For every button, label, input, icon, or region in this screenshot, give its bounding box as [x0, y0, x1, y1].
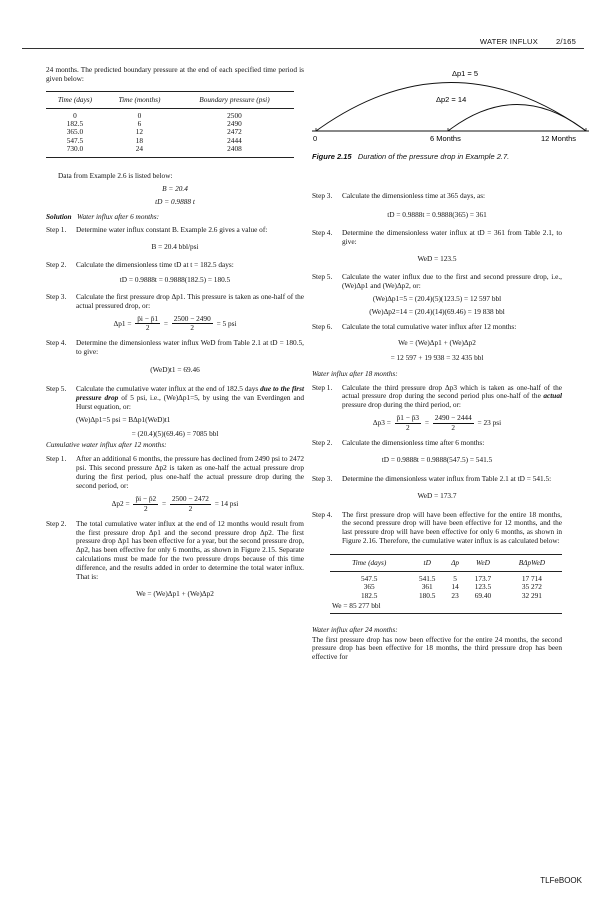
- denominator: 2: [451, 423, 456, 433]
- table-cell: 365: [363, 582, 375, 592]
- step-text: The total cumulative water influx at the end of 12 months would result from the first pressure drop Δp1 and the second pressure drop Δp2. The first pressure drop Δp1 has been effective for a year, but the second pressure drop, Δp2, has been effective for only 6 months, as shown in Figure 2.15. Separate calculations must be made for the two pressure drops because of this time difference, and the results added in order to determine the total water influx. That is:: [76, 518, 304, 582]
- step-text: The first pressure drop will have been effective for the entire 18 months, the second pressure drop will have been effective for 12 months, and the last pressure drop will have been effective for only 6 months, as shown in Figure 2.16. Therefore, the cumulative water influx is as calculated below:: [342, 509, 562, 546]
- step-text: Determine the dimensionless water influx from Table 2.1 at tD = 541.5:: [342, 473, 552, 483]
- step-label: Step 3.: [312, 473, 333, 483]
- equation-td: tD = 0.9888 t: [155, 197, 195, 207]
- table-cell: 2472: [227, 127, 242, 137]
- fraction-equation: Δp3 = $\frac{p̄1 - p̄3}{2}$ = $\frac{2490 - 2444}{2}$ = 23 psi: [372, 413, 502, 433]
- text-run: Calculate the cumulative water influx at the end of 182.5 days: [76, 383, 259, 393]
- table-row: [46, 120, 294, 128]
- figure-caption: [312, 152, 509, 161]
- table-cell: 14: [451, 582, 459, 592]
- fraction-equation: Δp1 = $\frac{p̄i - p̄1}{2}$ = $\frac{2500 - 2490}{2}$ = 5 psi: [113, 313, 237, 333]
- numerator: 2500 − 2472: [171, 493, 209, 503]
- numerator: p̄i − p̄2: [135, 493, 157, 503]
- table-cell: 2444: [227, 135, 242, 145]
- paragraph-24-months: The first pressure drop has now been effective for the entire 24 months, the second pressure drop has been effective for 18 months, the third pressure drop has been effective for: [312, 634, 562, 662]
- tick-label: 12 Months: [541, 134, 577, 143]
- equation: We = (We)Δp1 + (We)Δp2: [136, 588, 214, 598]
- header-section: WATER INFLUX: [479, 37, 538, 46]
- step-text: Determine the dimensionless water influx WeD from Table 2.1 at tD = 180.5, to give:: [76, 338, 304, 357]
- equation: WeD = 123.5: [417, 253, 457, 263]
- fraction: [395, 414, 421, 433]
- table2-header: WeD: [464, 555, 502, 572]
- step-r4: [312, 229, 562, 247]
- eq-lhs: Δp2 =: [111, 498, 130, 508]
- step-label: Step 6.: [312, 322, 333, 332]
- step-label: Step 5.: [46, 383, 67, 393]
- step-a4: [312, 511, 562, 547]
- step-a1: [312, 384, 562, 411]
- table-cell: 69.40: [474, 590, 492, 600]
- table2-header: BΔpWeD: [502, 555, 562, 572]
- step-label: Step 2.: [312, 438, 333, 448]
- step-r6: [312, 323, 562, 332]
- solution-heading: Water influx after 6 months:: [77, 212, 160, 222]
- step-label: Step 4.: [46, 338, 67, 348]
- fraction: [433, 414, 474, 433]
- table-cell: 24: [104, 145, 175, 157]
- table-cell: 17 714: [521, 574, 542, 584]
- eq-lhs: Δp3 =: [372, 418, 391, 428]
- denominator: 2: [188, 503, 193, 513]
- step-label: Step 3.: [46, 291, 67, 301]
- step-text: Calculate the dimensionless time after 6 months:: [342, 438, 485, 448]
- table-row: [46, 137, 294, 145]
- table-cell: 173.7: [474, 574, 492, 584]
- table1-header: Boundary pressure (psi): [175, 91, 294, 108]
- step-label: Step 4.: [312, 227, 333, 237]
- table-cell: 5: [453, 574, 457, 584]
- step-1: [46, 226, 304, 235]
- table-cell: 2490: [227, 119, 242, 129]
- heading-18-months: Water influx after 18 months:: [312, 368, 398, 378]
- step-label: Step 1.: [46, 454, 67, 464]
- step-label: Step 2.: [46, 518, 67, 528]
- table-row: [46, 145, 294, 157]
- equation: (We)Δp1=5 psi = BΔp1(WeD)t1: [76, 414, 171, 424]
- table-cell: 730.0: [46, 145, 104, 157]
- step-text: Calculate the dimensionless time at 365 days, as:: [342, 191, 486, 200]
- step-label: Step 5.: [312, 272, 333, 282]
- data-line: Data from Example 2.6 is listed below:: [58, 170, 173, 180]
- equation: = 12 597 + 19 938 = 32 435 bbl: [390, 352, 484, 362]
- table-cell: 123.5: [474, 582, 492, 592]
- eq-result: = 14 psi: [214, 498, 239, 508]
- solution-line: [46, 213, 304, 222]
- step-12-2: [46, 520, 304, 582]
- table-cell: 547.5: [361, 574, 378, 584]
- step-label: Step 3.: [312, 191, 333, 200]
- table-cell: 361: [421, 582, 433, 592]
- table-cell: 35 272: [521, 582, 542, 592]
- emphasis: due to the first pressure drop: [76, 383, 304, 402]
- step-4: [46, 339, 304, 357]
- running-header: [462, 37, 576, 46]
- header-rule: [22, 48, 584, 49]
- caption-number: Figure 2.15: [312, 152, 352, 161]
- equation: (WeD)t1 = 69.46: [150, 365, 200, 375]
- table-cell: 2500: [227, 110, 242, 120]
- denominator: 2: [143, 503, 148, 513]
- equation: We = (We)Δp1 + (We)Δp2: [398, 337, 476, 347]
- equation: (We)Δp1=5 = (20.4)(5)(123.5) = 12 597 bbl: [372, 294, 502, 304]
- step-text: [76, 385, 304, 412]
- text-run: Calculate the third pressure drop Δp3 which is taken as one-half of the actual pressure drop during the second period plus one-half of the: [342, 382, 562, 401]
- step-r5: [312, 273, 562, 291]
- dp2-label: Δp2 = 14: [436, 95, 467, 104]
- step-label: Step 2.: [46, 259, 67, 269]
- table1-header: Time (days): [46, 91, 104, 108]
- table-row: [46, 128, 294, 136]
- numerator: 2490 − 2444: [434, 413, 472, 423]
- table-cell: 23: [451, 590, 459, 600]
- step-text: [342, 384, 562, 411]
- step-label: Step 1.: [46, 225, 67, 235]
- equation-b: B = 20.4: [162, 183, 188, 193]
- table-cell: 32 291: [521, 590, 542, 600]
- table2-header: tD: [408, 555, 446, 572]
- cumulative-influx-table: [330, 554, 562, 613]
- table-row: [46, 108, 294, 120]
- step-r3: [312, 192, 562, 201]
- denominator: 2: [145, 323, 150, 333]
- fraction: [172, 315, 213, 334]
- step-2: [46, 261, 304, 270]
- equation: = (20.4)(5)(69.46) = 7085 bbl: [131, 428, 219, 438]
- cumulative-heading: Cumulative water influx after 12 months:: [46, 440, 167, 450]
- table2-header: Time (days): [330, 555, 408, 572]
- tick-label: 6 Months: [430, 134, 461, 143]
- step-a2: [312, 439, 562, 448]
- tick-label: 0: [313, 134, 318, 143]
- right-column: [312, 192, 562, 662]
- table-cell: 547.5: [66, 135, 84, 145]
- left-column: [46, 66, 304, 599]
- dp2-arc: [448, 105, 586, 132]
- heading-24-months: Water influx after 24 months:: [312, 624, 398, 634]
- step-text: Calculate the total cumulative water influx after 12 months:: [342, 322, 517, 332]
- table-cell: 541.5: [419, 574, 436, 584]
- denominator: 2: [405, 423, 410, 433]
- denominator: 2: [190, 323, 195, 333]
- step-3: [46, 293, 304, 311]
- step-text: Calculate the first pressure drop Δp1. This pressure is taken as one-half of the actual pressured drop, or:: [76, 291, 304, 310]
- table-cell: 180.5: [419, 590, 436, 600]
- step-label: Step 1.: [312, 382, 333, 392]
- table-cell: 182.5: [361, 590, 378, 600]
- text-run: of 5 psi, i.e., (We)Δp1=5, by using the van Everdingen and Hurst equation, or:: [76, 392, 304, 411]
- step-text: Calculate the water influx due to the first and second pressure drop, i.e., (We)Δp1 and (We)Δp2, or:: [342, 272, 562, 291]
- equation: tD = 0.9888t = 0.9888(547.5) = 541.5: [381, 454, 493, 464]
- step-5: [46, 385, 304, 412]
- table-cell: 182.5: [66, 119, 84, 129]
- fraction: [170, 495, 211, 514]
- table-cell: 0: [137, 110, 142, 120]
- table1-header: Time (months): [104, 91, 175, 108]
- table-cell: 12: [135, 127, 144, 137]
- dp1-label: Δp1 = 5: [452, 69, 479, 78]
- boundary-pressure-table: [46, 91, 294, 158]
- fraction-equation: Δp2 = $\frac{p̄i - p̄2}{2}$ = $\frac{2500 - 2472}{2}$ = 14 psi: [111, 493, 239, 513]
- step-text: Calculate the dimensionless time tD at t = 182.5 days:: [76, 259, 234, 269]
- solution-label: Solution: [46, 212, 72, 222]
- table2-header: Δp: [446, 555, 464, 572]
- table-row: [330, 592, 562, 600]
- table-total-row: [330, 600, 562, 613]
- intro-paragraph: 24 months. The predicted boundary pressure at the end of each specified time period is given below:: [46, 65, 304, 83]
- table-cell: 2408: [175, 145, 294, 157]
- step-a3: [312, 475, 562, 484]
- step-text: Determine water influx constant B. Example 2.6 gives a value of:: [76, 225, 268, 235]
- step-text: After an additional 6 months, the pressure has declined from 2490 psi to 2472 psi. This second pressure Δp2 is taken as one-half the actual pressure drop during the first period, plus one-half the actual pressure drop during the second period, or:: [76, 454, 304, 490]
- fraction: [133, 495, 158, 514]
- numerator: p̄i − p̄1: [137, 313, 159, 323]
- footer-watermark: TLFeBOOK: [540, 876, 582, 885]
- equation: WeD = 173.7: [417, 490, 457, 500]
- dp1-arc: [316, 83, 586, 132]
- fraction: [135, 315, 160, 334]
- text-run: pressure drop during the third period, or:: [342, 400, 461, 410]
- table-total: We = 85 277 bbl: [330, 600, 562, 613]
- caption-text: Duration of the pressure drop in Example 2.7.: [357, 152, 510, 161]
- numerator: p̄1 − p̄3: [396, 413, 419, 423]
- eq-result: = 5 psi: [216, 318, 237, 328]
- table-cell: 18: [135, 135, 144, 145]
- table-cell: 365.0: [66, 127, 84, 137]
- header-page: 2/165: [555, 37, 576, 46]
- step-text: Determine the dimensionless water influx at tD = 361 from Table 2.1, to give:: [342, 227, 562, 246]
- eq-lhs: Δp1 =: [113, 318, 132, 328]
- table-cell: 6: [137, 119, 142, 129]
- equation: (We)Δp2=14 = (20.4)(14)(69.46) = 19 838 bbl: [369, 307, 505, 317]
- equation: B = 20.4 bbl/psi: [151, 242, 199, 252]
- step-label: Step 4.: [312, 509, 333, 519]
- emphasis: actual: [543, 391, 563, 401]
- equation: tD = 0.9888t = 0.9888(182.5) = 180.5: [119, 274, 231, 284]
- numerator: 2500 − 2490: [173, 313, 211, 323]
- equation: tD = 0.9888t = 0.9888(365) = 361: [387, 209, 487, 219]
- step-12-1: [46, 455, 304, 491]
- table-cell: 0: [73, 110, 77, 120]
- eq-result: = 23 psi: [477, 418, 502, 428]
